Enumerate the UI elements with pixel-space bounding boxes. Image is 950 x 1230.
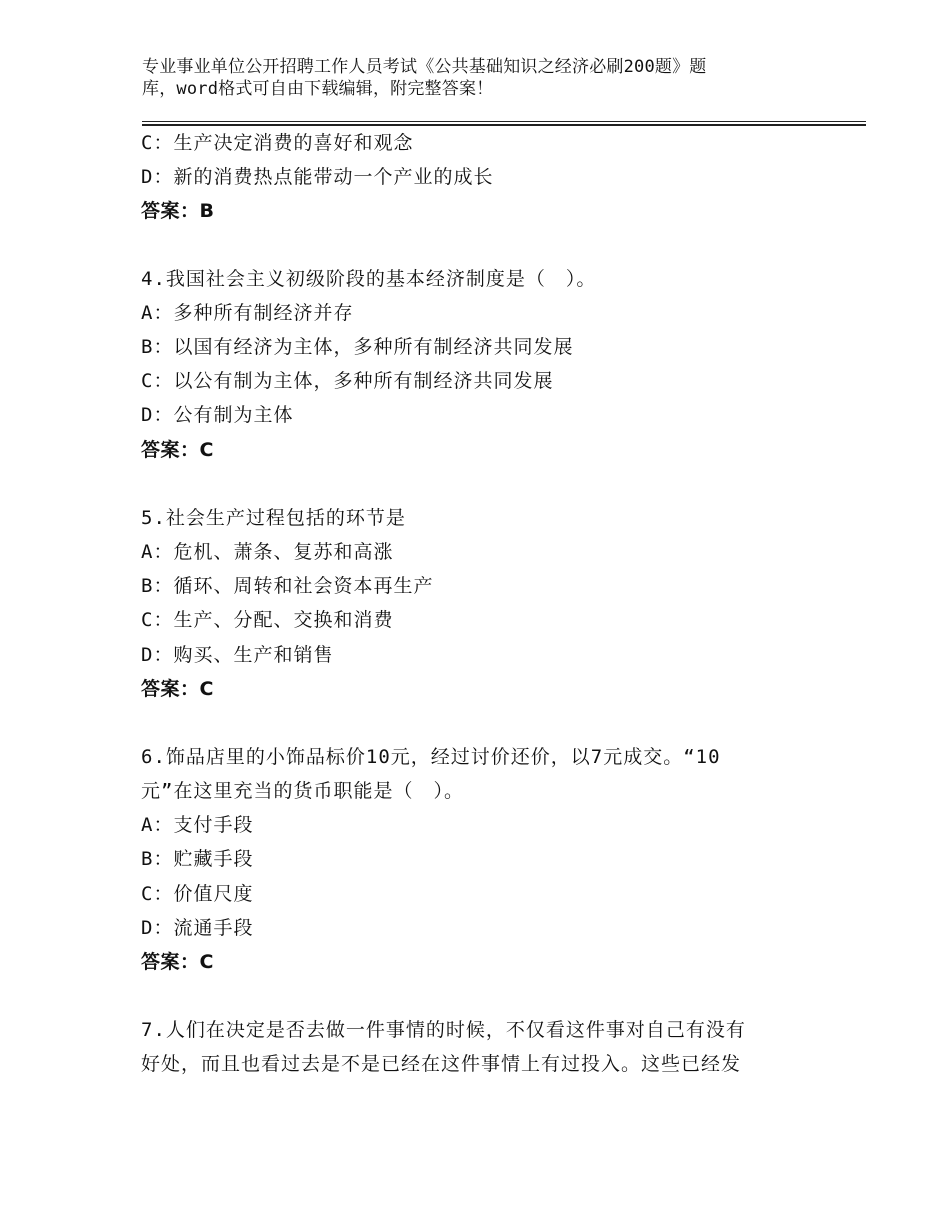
q4-option-a: A：多种所有制经济并存 xyxy=(141,302,354,324)
q6-stem-line-2: 元”在这里充当的货币职能是（ ）。 xyxy=(141,780,464,802)
q4-stem: 4.我国社会主义初级阶段的基本经济制度是（ ）。 xyxy=(141,268,597,290)
q5-option-b: B：循环、周转和社会资本再生产 xyxy=(141,575,434,597)
q3-answer: 答案：B xyxy=(141,200,215,222)
q5-stem: 5.社会生产过程包括的环节是 xyxy=(141,507,406,529)
document-header xyxy=(142,56,782,100)
q7-stem-line-2: 好处，而且也看过去是不是已经在这件事情上有过投入。这些已经发 xyxy=(141,1053,742,1075)
q4-option-c: C：以公有制为主体，多种所有制经济共同发展 xyxy=(141,370,554,392)
q6-option-d: D：流通手段 xyxy=(141,917,254,939)
q3-option-d: D：新的消费热点能带动一个产业的成长 xyxy=(141,166,494,188)
header-rule-thick xyxy=(142,124,866,126)
q5-option-a: A：危机、萧条、复苏和高涨 xyxy=(141,541,394,563)
q4-option-d: D：公有制为主体 xyxy=(141,404,294,426)
q3-option-c: C：生产决定消费的喜好和观念 xyxy=(141,132,414,154)
q4-answer: 答案：C xyxy=(141,439,214,461)
q6-stem-line-1: 6.饰品店里的小饰品标价10元，经过讨价还价，以7元成交。“10 xyxy=(141,746,721,768)
q4-option-b: B：以国有经济为主体，多种所有制经济共同发展 xyxy=(141,336,574,358)
q6-option-a: A：支付手段 xyxy=(141,814,254,836)
q5-option-c: C：生产、分配、交换和消费 xyxy=(141,609,394,631)
header-title-line-1: 专业事业单位公开招聘工作人员考试《公共基础知识之经济必刷200题》题 xyxy=(142,57,707,77)
header-rule-thin xyxy=(142,121,866,122)
q6-answer: 答案：C xyxy=(141,951,214,973)
q5-answer: 答案：C xyxy=(141,678,214,700)
header-title-line-2: 库，word格式可自由下载编辑，附完整答案！ xyxy=(142,79,494,99)
q6-option-b: B：贮藏手段 xyxy=(141,848,254,870)
q7-stem-line-1: 7.人们在决定是否去做一件事情的时候，不仅看这件事对自己有没有 xyxy=(141,1019,746,1041)
q5-option-d: D：购买、生产和销售 xyxy=(141,644,334,666)
q6-option-c: C：价值尺度 xyxy=(141,883,254,905)
